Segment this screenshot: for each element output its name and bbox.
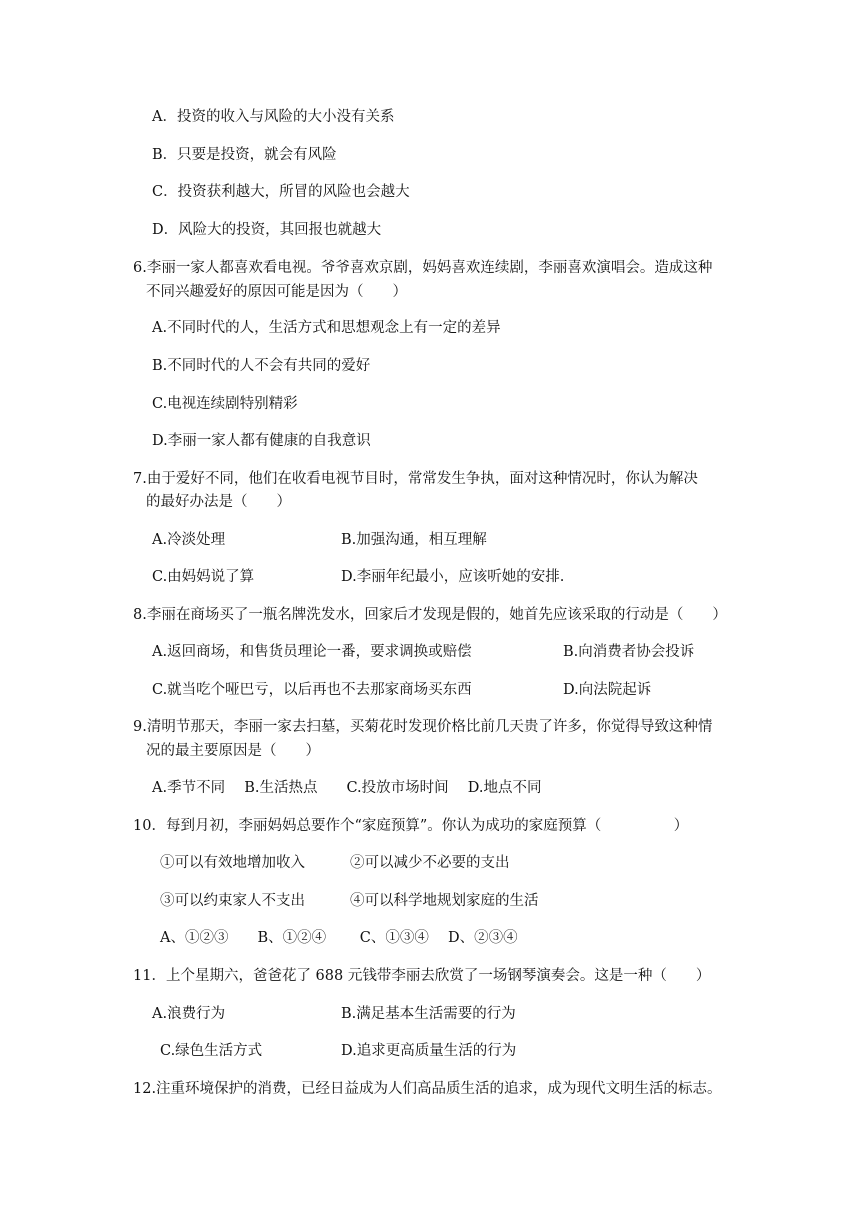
q6-option-a: A.不同时代的人，生活方式和思想观念上有一定的差异	[152, 320, 501, 336]
q8-stem: 8.李丽在商场买了一瓶名牌洗发水，回家后才发现是假的，她首先应该采取的行动是（ ）	[133, 607, 727, 623]
q11-option-a: A.浪费行为	[152, 1006, 226, 1022]
q10-statement-3: ③可以约束家人不支出	[160, 893, 305, 909]
q8-option-c: C.就当吃个哑巴亏，以后再也不去那家商场买东西	[152, 682, 472, 698]
q9-options: A.季节不同 B.生活热点 C.投放市场时间 D.地点不同	[152, 780, 542, 796]
q11-option-c: C.绿色生活方式	[160, 1043, 263, 1059]
q10-statement-4: ④可以科学地规划家庭的生活	[350, 893, 539, 909]
q5-option-c: C．投资获利越大，所冒的风险也会越大	[152, 184, 410, 200]
q6-option-b: B.不同时代的人不会有共同的爱好	[152, 358, 371, 374]
q7-option-d: D.李丽年纪最小，应该听她的安排.	[341, 569, 565, 585]
q5-option-d: D．风险大的投资，其回报也就越大	[152, 222, 382, 238]
q5-option-b: B．只要是投资，就会有风险	[152, 147, 337, 163]
q6-stem-line1: 6.李丽一家人都喜欢看电视。爷爷喜欢京剧，妈妈喜欢连续剧，李丽喜欢演唱会。造成这种	[133, 260, 713, 276]
q7-option-b: B.加强沟通，相互理解	[341, 532, 487, 548]
q7-option-a: A.冷淡处理	[152, 532, 226, 548]
q7-stem-line2: 的最好办法是（ ）	[146, 494, 291, 510]
q9-stem-line2: 况的最主要原因是（ ）	[146, 743, 320, 759]
q6-option-d: D.李丽一家人都有健康的自我意识	[152, 433, 371, 449]
q11-stem: 11．上个星期六，爸爸花了 688 元钱带李丽去欣赏了一场钢琴演奏会。这是一种（ ）	[133, 968, 711, 984]
q7-option-c: C.由妈妈说了算	[152, 569, 255, 585]
q9-stem-line1: 9.清明节那天，李丽一家去扫墓，买菊花时发现价格比前几天贵了许多，你觉得导致这种情	[133, 719, 713, 735]
q10-statement-2: ②可以减少不必要的支出	[350, 855, 510, 871]
q7-stem-line1: 7.由于爱好不同，他们在收看电视节目时，常常发生争执，面对这种情况时，你认为解决	[133, 471, 698, 487]
q6-option-c: C.电视连续剧特别精彩	[152, 396, 298, 412]
q11-option-b: B.满足基本生活需要的行为	[341, 1006, 516, 1022]
q11-option-d: D.追求更高质量生活的行为	[341, 1043, 517, 1059]
q12-stem: 12.注重环境保护的消费，已经日益成为人们高品质生活的追求，成为现代文明生活的标志。	[133, 1081, 722, 1097]
q10-stem: 10．每到月初，李丽妈妈总要作个“家庭预算”。你认为成功的家庭预算（ ）	[133, 818, 689, 834]
q5-option-a: A．投资的收入与风险的大小没有关系	[152, 109, 395, 125]
q8-option-b: B.向消费者协会投诉	[563, 644, 695, 660]
q6-stem-line2: 不同兴趣爱好的原因可能是因为（ ）	[146, 284, 407, 300]
q8-option-a: A.返回商场，和售货员理论一番，要求调换或赔偿	[152, 644, 472, 660]
q10-options: A、①②③ B、①②④ C、①③④ D、②③④	[160, 930, 518, 946]
q10-statement-1: ①可以有效地增加收入	[160, 855, 305, 871]
q8-option-d: D.向法院起诉	[563, 682, 652, 698]
